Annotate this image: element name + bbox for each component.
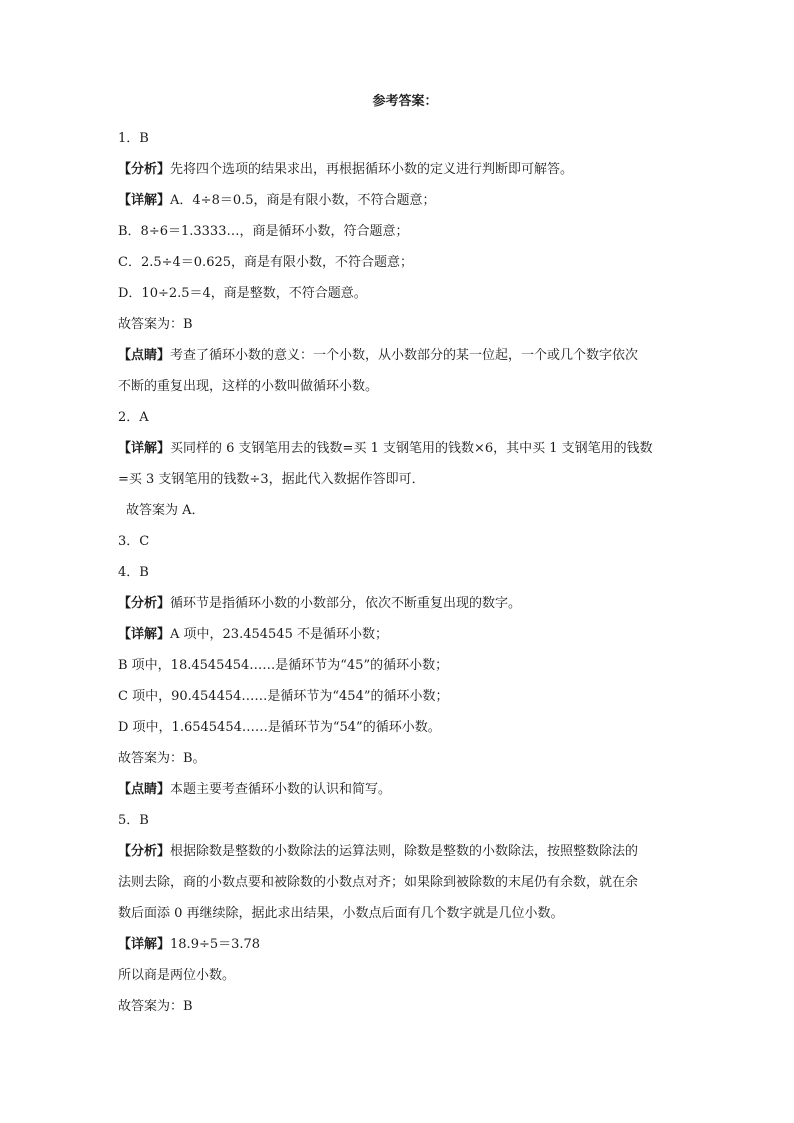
line-text: 1．B: [118, 131, 149, 146]
line-text: 故答案为 A．: [126, 503, 205, 518]
line-text: D 项中，1.6545454……是循环节为“54”的循环小数。: [118, 720, 441, 735]
answer-line: [118, 495, 688, 526]
line-text: C 项中，90.454454……是循环节为“454”的循环小数；: [118, 689, 449, 704]
line-tag: 【分析】: [118, 596, 171, 611]
answer-line: [118, 216, 688, 247]
line-text: 3．C: [118, 534, 150, 549]
answer-line: [118, 588, 688, 619]
line-text: B．8÷6＝1.3333…，商是循环小数，符合题意；: [118, 224, 409, 239]
line-text: 所以商是两位小数。: [118, 968, 236, 983]
line-tag: 【点睛】: [118, 782, 171, 797]
answer-line: [118, 774, 688, 805]
answer-line: [118, 557, 688, 588]
answer-line: [118, 681, 688, 712]
line-text: 2．A: [118, 410, 149, 425]
answer-line: [118, 991, 688, 1022]
line-text: 本题主要考查循环小数的认识和简写。: [170, 782, 392, 797]
line-text: =买 3 支钢笔用的钱数÷3，据此代入数据作答即可．: [118, 472, 425, 487]
line-tag: 【点睛】: [118, 348, 171, 363]
answer-line: [118, 340, 688, 371]
line-text: A．4÷8＝0.5，商是有限小数，不符合题意；: [170, 193, 436, 208]
answer-line: [118, 743, 688, 774]
answer-line: [118, 805, 688, 836]
line-text: B 项中，18.4545454……是循环节为“45”的循环小数；: [118, 658, 449, 673]
answer-line: [118, 402, 688, 433]
line-text: 故答案为：B。: [118, 751, 206, 766]
line-text: 数后面添 0 再继续除，据此求出结果，小数点后面有几个数字就是几位小数。: [118, 906, 564, 921]
answer-line: [118, 619, 688, 650]
line-text: D．10÷2.5＝4，商是整数，不符合题意。: [118, 286, 367, 301]
line-text: 根据除数是整数的小数除法的运算法则，除数是整数的小数除法，按照整数除法的: [170, 844, 639, 859]
line-text: A 项中，23.454545 不是循环小数；: [170, 627, 388, 642]
answer-line: [118, 309, 688, 340]
answer-line: [118, 898, 688, 929]
line-tag: 【详解】: [118, 627, 171, 642]
line-tag: 【分析】: [118, 844, 171, 859]
line-tag: 【详解】: [118, 193, 171, 208]
line-text: 不断的重复出现，这样的小数叫做循环小数。: [118, 379, 379, 394]
page-title: 参考答案：: [372, 94, 438, 109]
line-text: 法则去除，商的小数点要和被除数的小数点对齐；如果除到被除数的末尾仍有余数，就在余: [118, 875, 639, 890]
answer-line: [118, 464, 688, 495]
answer-line: [118, 278, 688, 309]
answer-line: [118, 650, 688, 681]
line-tag: 【详解】: [118, 441, 171, 456]
line-tag: 【分析】: [118, 162, 171, 177]
answer-line: [118, 154, 688, 185]
line-text: 故答案为：B: [118, 317, 193, 332]
answer-line: [118, 929, 688, 960]
answer-line: [118, 960, 688, 991]
line-text: 先将四个选项的结果求出，再根据循环小数的定义进行判断即可解答。: [170, 162, 574, 177]
line-tag: 【详解】: [118, 937, 171, 952]
line-text: 故答案为：B: [118, 999, 193, 1014]
line-text: 18.9÷5＝3.78: [170, 937, 261, 952]
line-text: 考查了循环小数的意义：一个小数，从小数部分的某一位起，一个或几个数字依次: [170, 348, 639, 363]
line-text: 循环节是指循环小数的小数部分，依次不断重复出现的数字。: [170, 596, 522, 611]
answer-line: [118, 526, 688, 557]
answer-line: [118, 247, 688, 278]
answer-line: [118, 433, 688, 464]
answer-page: [118, 92, 688, 1022]
answer-line: [118, 836, 688, 867]
answer-line: [118, 712, 688, 743]
line-text: 买同样的 6 支钢笔用去的钱数=买 1 支钢笔用的钱数×6，其中买 1 支钢笔用的钱数: [170, 441, 653, 456]
answer-line: [118, 371, 688, 402]
answer-line: [118, 123, 688, 154]
answer-line: [118, 185, 688, 216]
line-text: 5．B: [118, 813, 149, 828]
line-text: C．2.5÷4＝0.625，商是有限小数，不符合题意；: [118, 255, 414, 270]
answer-line: [118, 867, 688, 898]
line-text: 4．B: [118, 565, 149, 580]
